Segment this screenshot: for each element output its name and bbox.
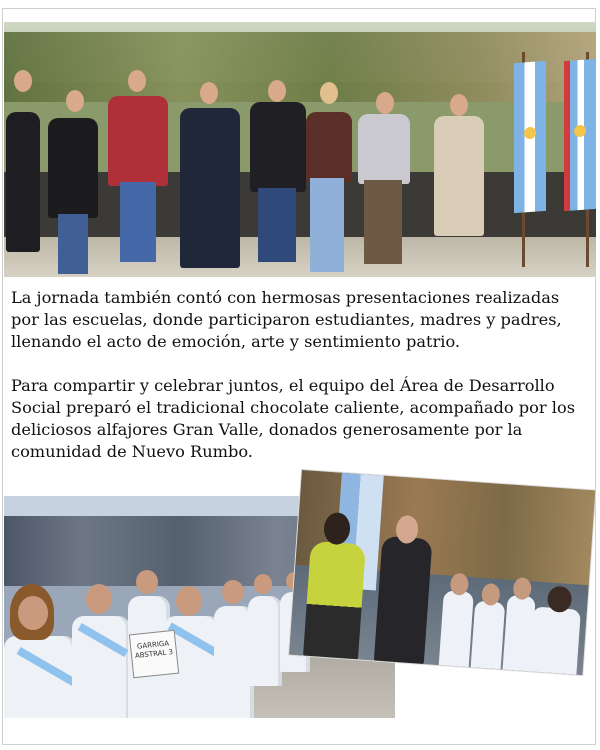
person-head (200, 82, 218, 104)
article-paragraph: Para compartir y celebrar juntos, el equipo del Área de Desarrollo Social preparó el tradicional chocolate caliente, acompañado por los deliciosos alfajores Gran Valle, donados generosamente por la comunidad de Nuevo Rumbo. (11, 376, 576, 461)
person-head (450, 94, 468, 116)
person (358, 114, 410, 184)
person (180, 108, 240, 268)
person-head (268, 80, 286, 102)
person-legs (310, 178, 344, 272)
province-flag (564, 59, 596, 211)
student (248, 596, 282, 686)
photo-speaker-flag (289, 470, 595, 675)
person-head (66, 90, 84, 112)
student (438, 590, 474, 672)
student (528, 606, 581, 675)
person (48, 118, 98, 218)
sun-icon (574, 125, 586, 138)
student-head (18, 596, 48, 630)
person-head (376, 92, 394, 114)
student-head (254, 574, 272, 594)
student-head (176, 586, 202, 616)
article-paragraph: La jornada también contó con hermosas presentaciones realizadas por las escuelas, donde participaron estudiantes, madres y padres, llenando el acto de emoción, arte y sentimiento patrio. (11, 288, 562, 351)
person (6, 112, 40, 252)
person-legs (120, 182, 156, 262)
school-sign: GARRIGA ABSTRAL 3 (129, 630, 179, 679)
sun-of-may-icon (524, 127, 536, 140)
person-head (320, 82, 338, 104)
person (108, 96, 168, 186)
photo-trees (4, 32, 596, 102)
student-head (86, 584, 112, 614)
student-head (222, 580, 244, 604)
person-head (14, 70, 32, 92)
person (306, 112, 352, 182)
person (250, 102, 306, 192)
person-speaker (374, 536, 433, 664)
student-head (136, 570, 158, 594)
person (434, 116, 484, 236)
argentina-flag (514, 61, 546, 213)
student (470, 600, 505, 672)
person-legs (258, 188, 296, 262)
photo-ceremony-officials (4, 22, 596, 277)
photo-ground (4, 237, 596, 277)
person-legs (364, 180, 402, 264)
person-legs (58, 214, 88, 274)
person-yellow-sweater (303, 541, 366, 660)
person-head (128, 70, 146, 92)
